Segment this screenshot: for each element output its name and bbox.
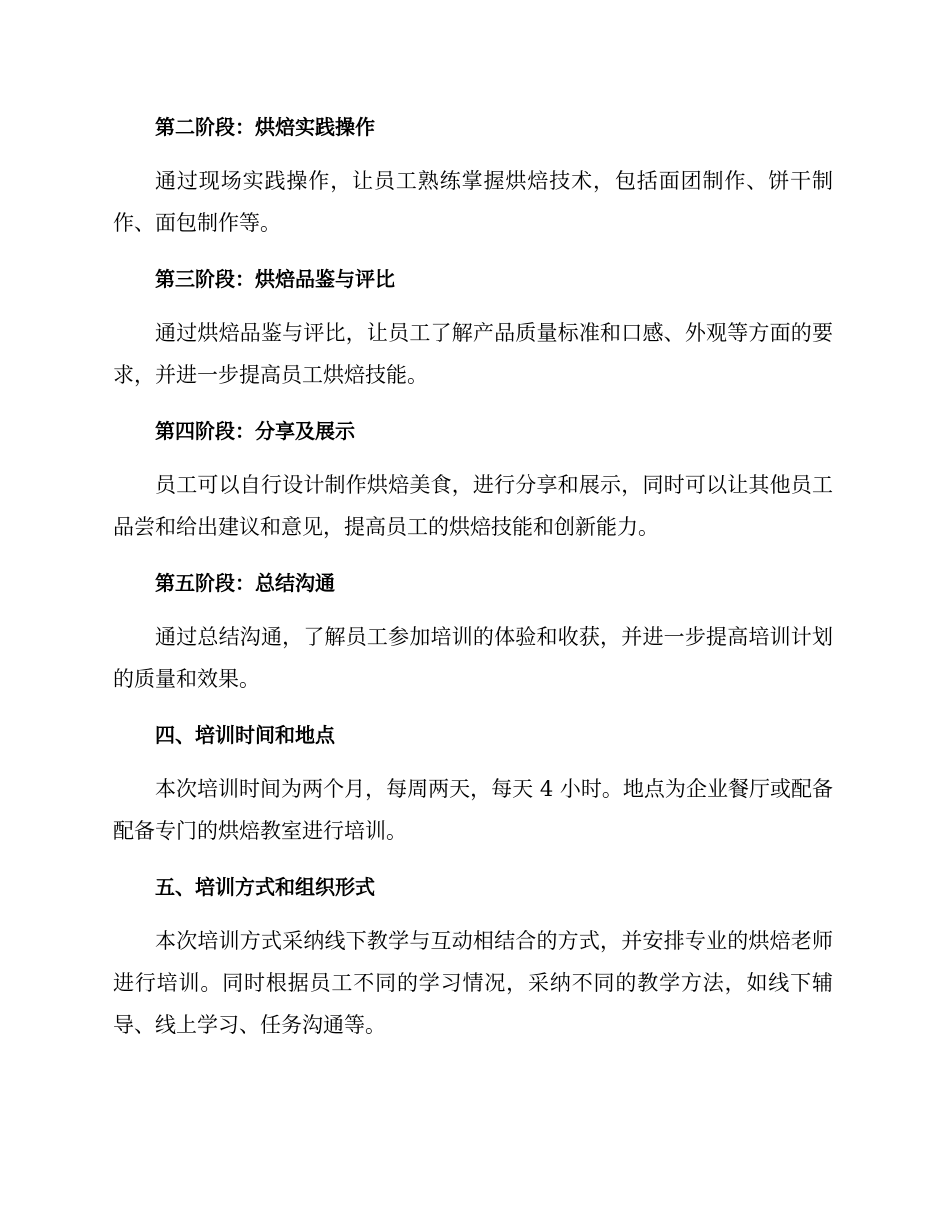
section-heading-time-location: 四、培训时间和地点 (155, 723, 335, 747)
section-body-stage-2: 通过现场实践操作，让员工熟练掌握烘焙技术，包括面团制作、饼干制作、面包制作等。 (113, 169, 833, 235)
section-body-method-organization: 本次培训方式采纳线下教学与互动相结合的方式，并安排专业的烘焙老师进行培训。同时根据员工不同的学习情况，采纳不同的教学方法，如线下辅导、线上学习、任务沟通等。 (113, 929, 833, 1037)
section-body-stage-4: 员工可以自行设计制作烘焙美食，进行分享和展示，同时可以让其他员工品尝和给出建议和意见，提高员工的烘焙技能和创新能力。 (113, 473, 833, 539)
section-body-time-location: 本次培训时间为两个月，每周两天，每天 4 小时。地点为企业餐厅或配备配备专门的烘焙教室进行培训。 (113, 777, 833, 843)
section-heading-method-organization: 五、培训方式和组织形式 (155, 875, 375, 899)
section-heading-stage-5: 第五阶段：总结沟通 (155, 571, 335, 595)
section-heading-stage-3: 第三阶段：烘焙品鉴与评比 (155, 267, 395, 291)
section-heading-stage-4: 第四阶段：分享及展示 (155, 419, 355, 443)
section-heading-stage-2: 第二阶段：烘焙实践操作 (155, 115, 375, 139)
section-body-stage-3: 通过烘焙品鉴与评比，让员工了解产品质量标准和口感、外观等方面的要求，并进一步提高员工烘焙技能。 (113, 321, 833, 387)
section-body-stage-5: 通过总结沟通，了解员工参加培训的体验和收获，并进一步提高培训计划的质量和效果。 (113, 625, 833, 691)
